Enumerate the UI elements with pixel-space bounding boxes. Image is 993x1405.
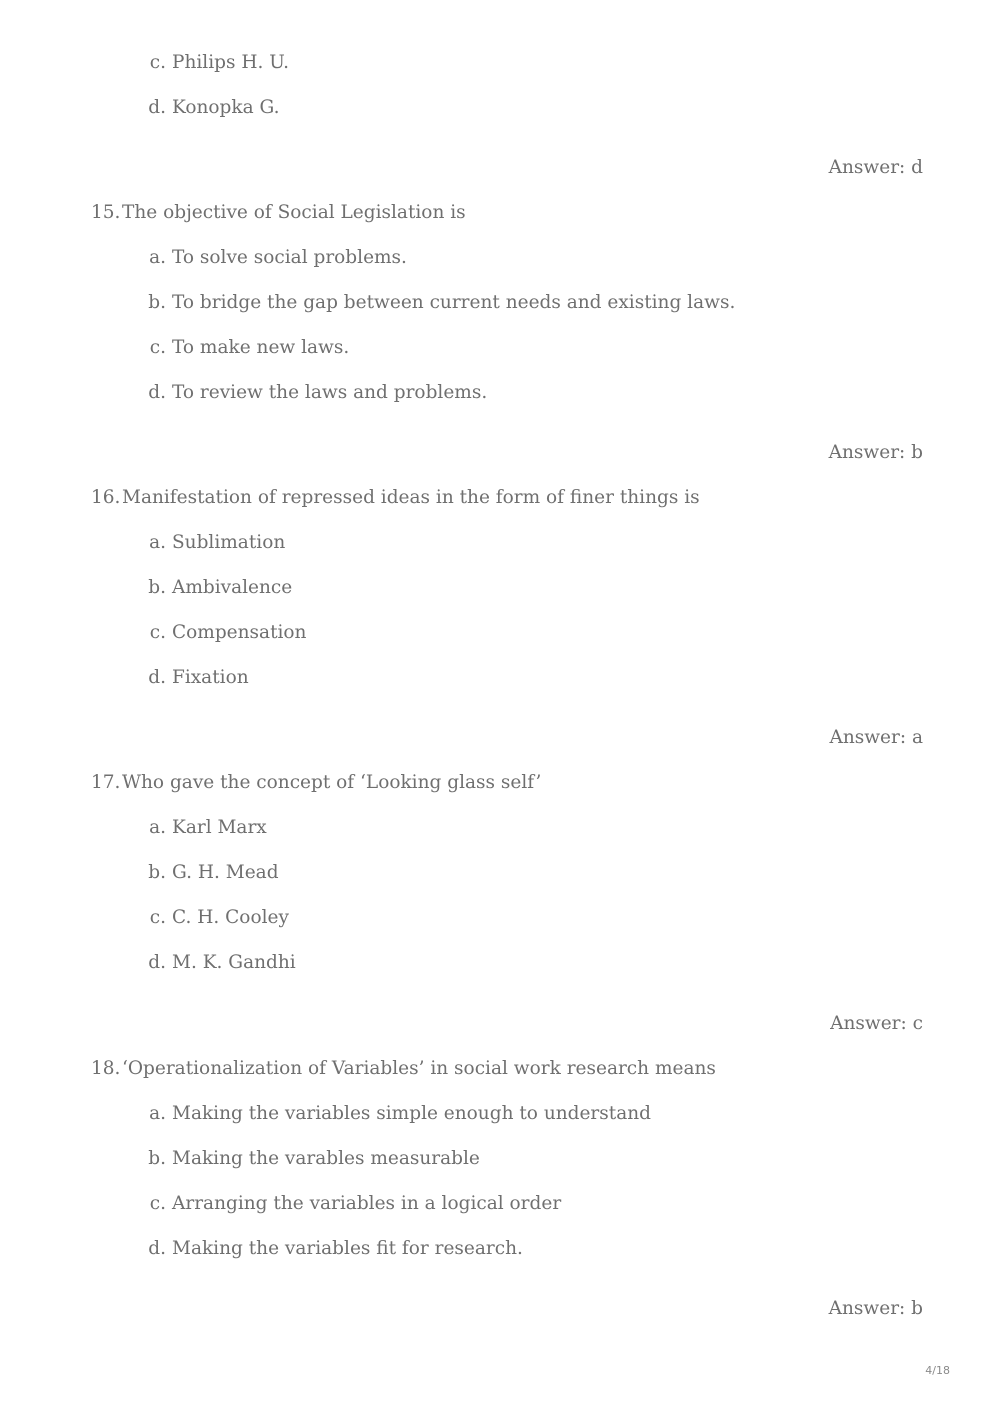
question-number: 18. [91,1058,121,1079]
option-text: Konopka G. [172,97,280,118]
option-text: M. K. Gandhi [172,952,296,973]
option-letter: c. [149,1193,166,1214]
option-letter: a. [149,532,166,553]
option-text: Fixation [172,667,249,688]
option-text: To bridge the gap between current needs and existing laws. [172,292,736,313]
option-text: Making the variables fit for research. [172,1238,523,1259]
option-letter: a. [149,247,166,268]
question-text: The objective of Social Legislation is [122,202,466,223]
option-text: Making the variables simple enough to understand [172,1103,651,1124]
option-letter: c. [149,52,166,73]
answer-label: Answer: b [828,442,923,463]
option-text: Sublimation [172,532,286,553]
question-number: 17. [91,772,121,793]
option-letter: c. [149,622,166,643]
option-text: Compensation [172,622,307,643]
option-text: To make new laws. [172,337,350,358]
option-letter: d. [148,1238,166,1259]
option-letter: d. [148,97,166,118]
option-letter: a. [149,817,166,838]
option-letter: c. [149,907,166,928]
option-text: C. H. Cooley [172,907,289,928]
option-text: Making the varables measurable [172,1148,480,1169]
page-number: 4/18 [925,1364,950,1377]
question-number: 16. [91,487,121,508]
option-text: Philips H. U. [172,52,289,73]
option-text: Ambivalence [172,577,293,598]
answer-label: Answer: d [828,157,923,178]
option-letter: a. [149,1103,166,1124]
option-text: G. H. Mead [172,862,279,883]
option-letter: d. [148,382,166,403]
question-text: ‘Operationalization of Variables’ in social work research means [122,1058,716,1079]
option-letter: b. [148,292,166,313]
option-text: To solve social problems. [172,247,407,268]
option-letter: b. [148,577,166,598]
option-letter: b. [148,862,166,883]
option-letter: d. [148,952,166,973]
answer-label: Answer: c [830,1013,923,1034]
question-number: 15. [91,202,121,223]
answer-label: Answer: b [828,1298,923,1319]
question-text: Who gave the concept of ‘Looking glass self’ [122,772,542,793]
option-text: To review the laws and problems. [172,382,488,403]
option-text: Arranging the variables in a logical order [172,1193,562,1214]
option-text: Karl Marx [172,817,267,838]
option-letter: b. [148,1148,166,1169]
option-letter: d. [148,667,166,688]
question-text: Manifestation of repressed ideas in the form of finer things is [122,487,700,508]
option-letter: c. [149,337,166,358]
answer-label: Answer: a [829,727,923,748]
